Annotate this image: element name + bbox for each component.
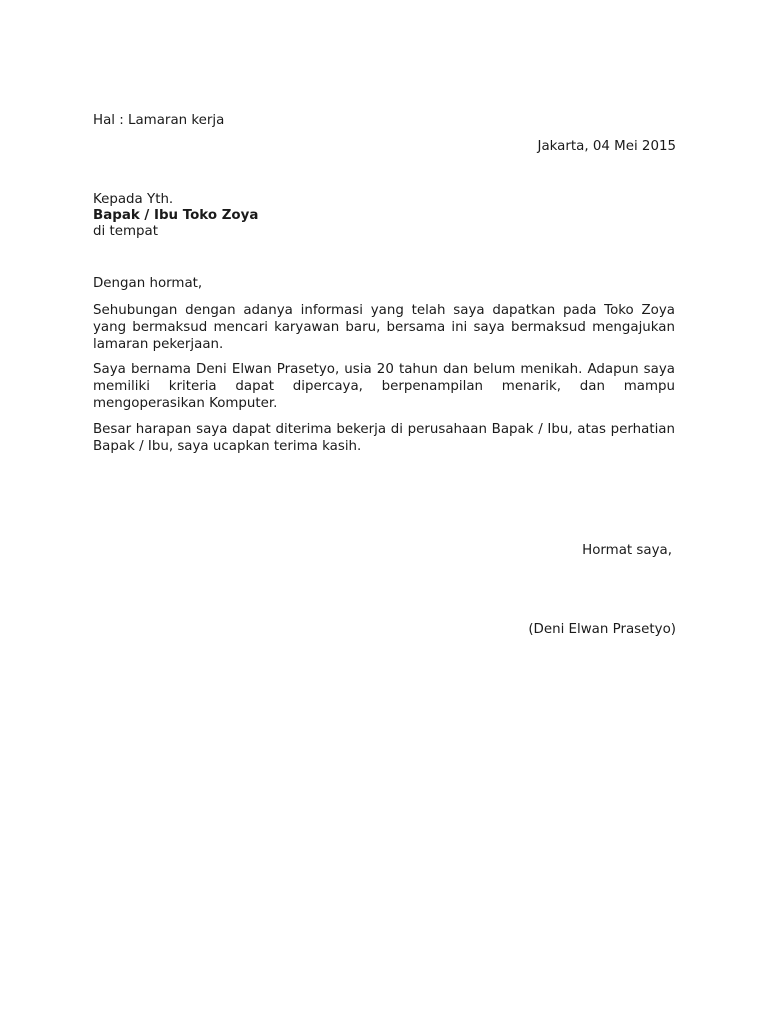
subject-line: Hal : Lamaran kerja: [93, 113, 225, 128]
greeting: Dengan hormat,: [93, 276, 203, 291]
body-paragraph-2: Saya bernama Deni Elwan Prasetyo, usia 20 tahun dan belum menikah. Adapun saya memiliki kriteria dapat dipercaya, berpenampilan menarik, dan mampu mengoperasikan Komputer.: [93, 362, 675, 411]
body-paragraph-3: Besar harapan saya dapat diterima bekerja di perusahaan Bapak / Ibu, atas perhatian Bapak / Ibu, saya ucapkan terima kasih.: [93, 422, 675, 454]
recipient-name: Bapak / Ibu Toko Zoya: [93, 208, 259, 223]
recipient-salutation: Kepada Yth.: [93, 192, 174, 207]
recipient-location: di tempat: [93, 224, 158, 239]
closing: Hormat saya,: [582, 543, 672, 558]
body-paragraph-1: Sehubungan dengan adanya informasi yang telah saya dapatkan pada Toko Zoya yang bermaksud mencari karyawan baru, bersama ini saya bermaksud mengajukan lamaran pekerjaan.: [93, 303, 675, 352]
place-date: Jakarta, 04 Mei 2015: [537, 139, 676, 154]
signature-name: (Deni Elwan Prasetyo): [528, 622, 676, 637]
